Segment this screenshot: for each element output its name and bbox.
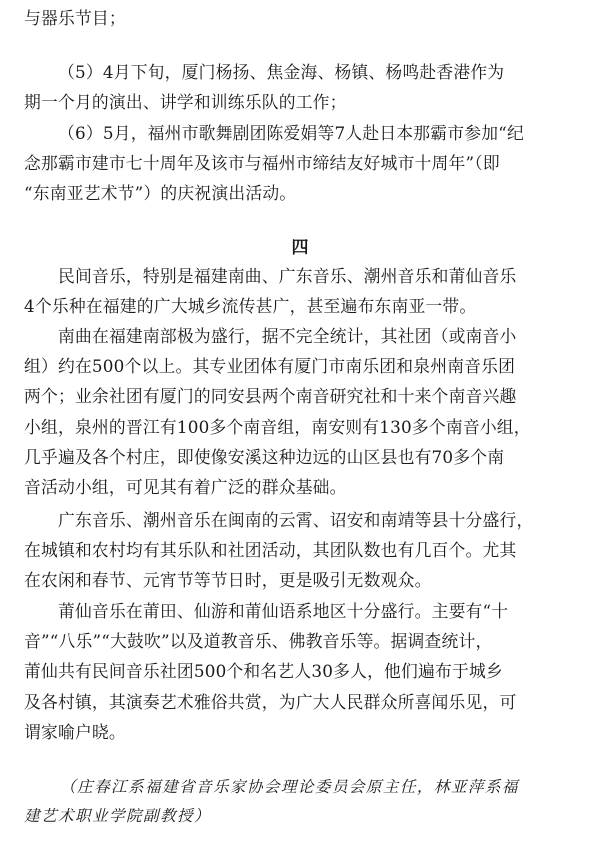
section-heading: 四: [291, 238, 309, 258]
text-line: 在城镇和农村均有其乐队和社团活动，其团队数也有几百个。尤其: [24, 540, 517, 560]
text-line: （5）4月下旬，厦门杨扬、焦金海、杨镇、杨鸣赴香港作为: [58, 62, 505, 82]
text-line: 莆仙共有民间音乐社团500个和名艺人30多人，他们遍布于城乡: [24, 661, 503, 681]
text-line: 南曲在福建南部极为盛行，据不完全统计，其社团（或南音小: [58, 326, 517, 346]
author-note: 建艺术职业学院副教授）: [24, 807, 211, 825]
text-line: 4个乐种在福建的广大城乡流传甚广，甚至遍布东南亚一带。: [24, 296, 477, 316]
text-line: “东南亚艺术节”）的庆祝演出活动。: [24, 183, 297, 203]
text-line: 民间音乐，特别是福建南曲、广东音乐、潮州音乐和莆仙音乐: [58, 266, 517, 286]
text-line: 谓家喻户晓。: [24, 722, 126, 742]
text-line: 在农闲和春节、元宵节等节日时，更是吸引无数观众。: [24, 570, 432, 590]
text-line: 念那霸市建市七十周年及该市与福州市缔结友好城市十周年”（即: [24, 153, 500, 173]
author-note: （庄春江系福建省音乐家协会理论委员会原主任，林亚萍系福: [60, 778, 519, 796]
text-line: 两个；业余社团有厦门的同安县两个南音研究社和十来个南音兴趣: [24, 386, 517, 406]
text-line: 音”“八乐”“大鼓吹”以及道教音乐、佛教音乐等。据调查统计，: [24, 631, 493, 651]
text-line: 几乎遍及各个村庄，即使像安溪这种边远的山区县也有70多个南: [24, 447, 505, 467]
text-line: 及各村镇，其演奏艺术雅俗共赏，为广大人民群众所喜闻乐见，可: [24, 692, 517, 712]
text-line: 小组，泉州的晋江有100多个南音组，南安则有130多个南音小组，: [24, 417, 531, 437]
text-line: 莆仙音乐在莆田、仙游和莆仙语系地区十分盛行。主要有“十: [58, 601, 509, 621]
text-line: 期一个月的演出、讲学和训练乐队的工作；: [24, 92, 347, 112]
text-line: 音活动小组，可见其有着广泛的群众基础。: [24, 477, 347, 497]
text-line: 组）约在500个以上。其专业团体有厦门市南乐团和泉州南音乐团: [24, 356, 516, 376]
text-line: 与器乐节目；: [24, 8, 126, 28]
text-line: 广东音乐、潮州音乐在闽南的云霄、诏安和南靖等县十分盛行，: [58, 510, 534, 530]
text-line: （6）5月，福州市歌舞剧团陈爱娟等7人赴日本那霸市参加“纪: [58, 123, 524, 143]
